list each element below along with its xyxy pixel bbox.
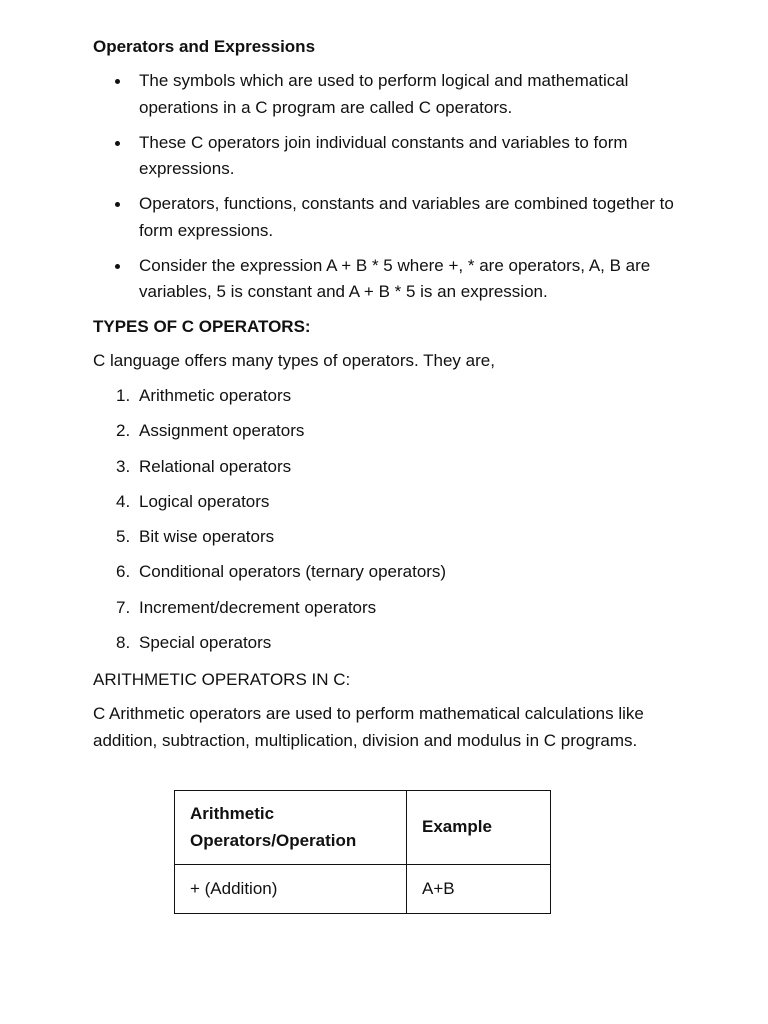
arithmetic-heading: ARITHMETIC OPERATORS IN C: [93, 670, 351, 689]
list-item [0, 522, 768, 557]
table-header-cell: Example [407, 791, 551, 865]
list-number: 5. [116, 527, 131, 547]
table-row [175, 865, 551, 914]
table-cell: + (Addition) [175, 865, 407, 914]
list-text: Increment/decrement operators [139, 597, 377, 617]
list-item [0, 628, 768, 663]
arithmetic-intro: C Arithmetic operators are used to perform mathematical calculations like addition, subtraction, multiplication, division and modulus in C programs. [93, 704, 644, 750]
list-number: 3. [116, 456, 131, 476]
list-text: Bit wise operators [139, 527, 275, 547]
list-text: Logical operators [139, 491, 270, 511]
list-item [0, 487, 768, 522]
list-item [0, 557, 768, 592]
bullet-item: Consider the expression A + B * 5 where +, * are operators, A, B are variables, 5 is constant and A + B * 5 is an expression. [0, 253, 699, 306]
list-number: 7. [116, 597, 131, 617]
list-number: 8. [116, 633, 131, 653]
types-intro: C language offers many types of operators. They are, [93, 351, 495, 370]
bullet-item: The symbols which are used to perform logical and mathematical operations in a C program are called C operators. [0, 68, 699, 121]
types-heading: TYPES OF C OPERATORS: [93, 317, 311, 336]
list-item [0, 416, 768, 451]
table-header-row [175, 791, 551, 865]
list-number: 1. [116, 386, 131, 405]
list-text: Special operators [139, 633, 272, 653]
list-text: Arithmetic operators [139, 386, 292, 405]
list-text: Conditional operators (ternary operators) [139, 562, 447, 582]
list-text: Relational operators [139, 456, 292, 476]
list-number: 6. [116, 562, 131, 582]
list-item [0, 381, 768, 416]
bullet-item: Operators, functions, constants and variables are combined together to form expressions. [0, 191, 699, 244]
list-text: Assignment operators [139, 421, 305, 441]
arithmetic-operators-table [174, 790, 551, 914]
list-number: 2. [116, 421, 131, 441]
list-item [0, 452, 768, 487]
list-item [0, 593, 768, 628]
operator-types-list [0, 381, 768, 663]
list-number: 4. [116, 491, 131, 511]
intro-bullet-list [0, 68, 768, 314]
bullet-item: These C operators join individual constants and variables to form expressions. [0, 130, 699, 183]
table-header-cell: Arithmetic Operators/Operation [175, 791, 407, 865]
page-title: Operators and Expressions [93, 37, 316, 56]
table-cell: A+B [407, 865, 551, 914]
